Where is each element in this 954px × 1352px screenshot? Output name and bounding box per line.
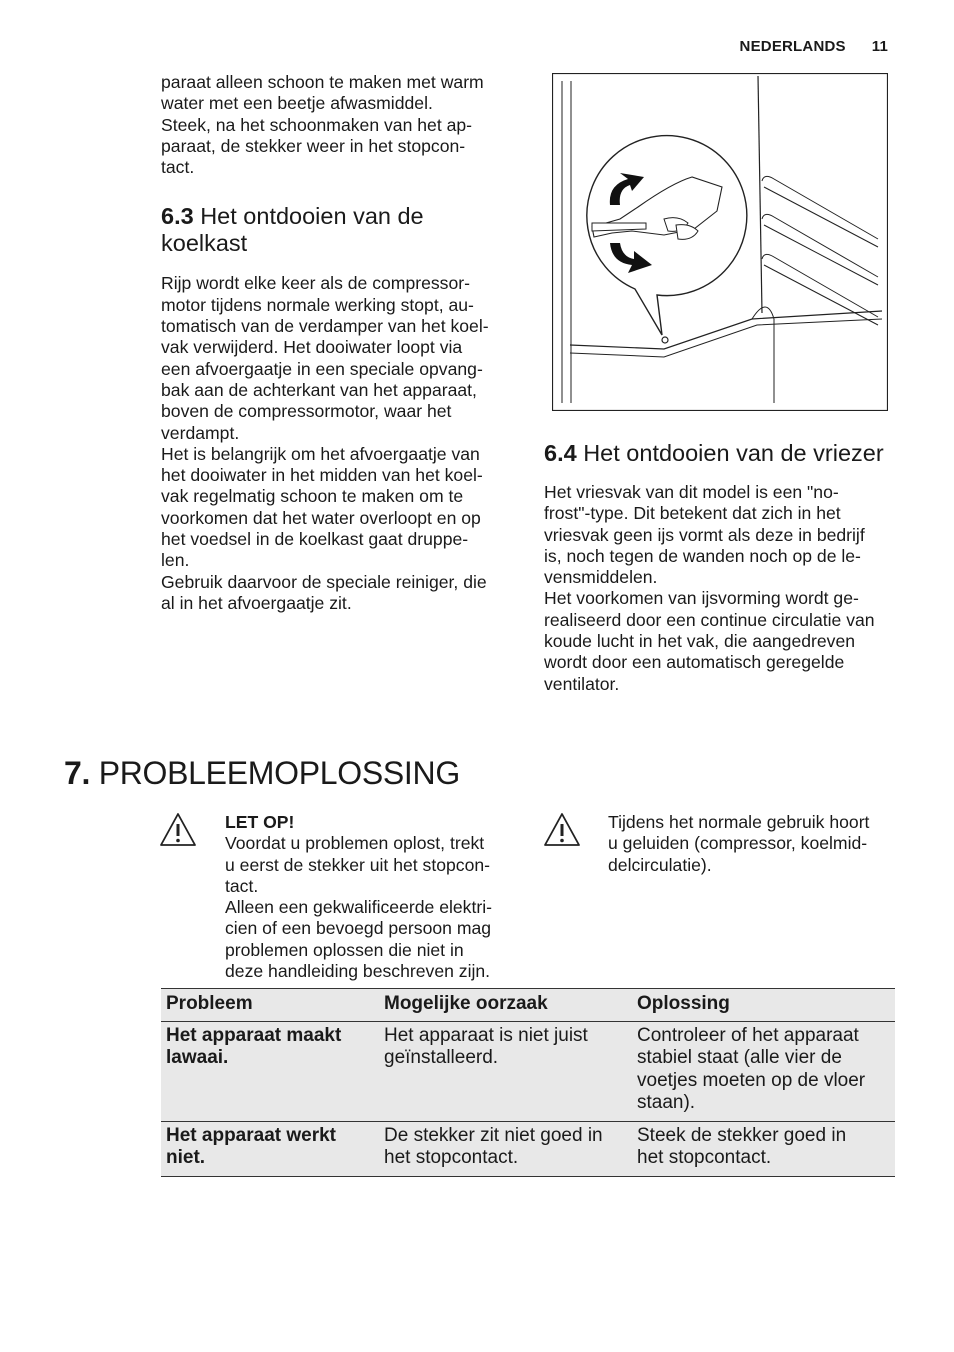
column-header-problem: Probleem	[161, 989, 379, 1022]
warning-left-text: LET OP! Voordat u problemen oplost, trekt u eerst de stekker uit het stopcon- tact. Alleen een gekwalificeerde elektri- cien of een bevoegd persoon mag problemen oplossen die niet in deze handleiding beschreven zijn.	[225, 812, 492, 982]
warning-title: LET OP!	[225, 812, 295, 832]
column-header-solution: Oplossing	[632, 989, 895, 1022]
column-header-cause: Mogelijke oorzaak	[379, 989, 632, 1022]
left-column	[161, 72, 521, 614]
right-column	[544, 440, 904, 695]
solution-cell: Controleer of het apparaat stabiel staat (alle vier de voetjes moeten op de vloer staan).	[632, 1021, 895, 1121]
page-number: 11	[871, 38, 888, 55]
warning-triangle-icon	[543, 812, 581, 848]
cause-cell: Het apparaat is niet juist geïnstalleerd.	[379, 1021, 632, 1121]
page-header	[740, 38, 888, 55]
warning-right-text: Tijdens het normale gebruik hoort u geluiden (compressor, koelmid- delcirculatie).	[608, 812, 870, 875]
solution-cell: Steek de stekker goed in het stopcontact.	[632, 1121, 895, 1176]
header-language: NEDERLANDS	[739, 38, 846, 55]
warning-box-left	[159, 812, 529, 982]
problem-cell: Het apparaat maakt lawaai.	[161, 1021, 379, 1121]
defrost-drain-illustration	[552, 73, 888, 411]
cause-cell: De stekker zit niet goed in het stopcontact.	[379, 1121, 632, 1176]
problem-cell: Het apparaat werkt niet.	[161, 1121, 379, 1176]
section-7-heading: 7. PROBLEEMOPLOSSING	[64, 755, 460, 791]
table-row	[161, 1121, 895, 1176]
section-6-4-body: Het vriesvak van dit model is een "no- frost"-type. Dit betekent dat zich in het vriesvak geen ijs vormt als deze in bedrijf is, noch tegen de wanden noch op de le- vensmiddelen. Het voorkomen van ijsvorming wordt ge- realiseerd door een continue circulatie van koude lucht in het vak, die aangedreven wordt door een automatisch geregelde ventilator.	[544, 482, 875, 694]
troubleshooting-table	[161, 988, 895, 1177]
warning-triangle-icon	[159, 812, 197, 848]
section-6-3-heading: 6.3 Het ontdooien van de koelkast	[161, 203, 424, 257]
section-6-3-body: Rijp wordt elke keer als de compressor- motor tijdens normale werking stopt, au- tomatisch van de verdamper van het koel- vak verwijderd. Het dooiwater loopt via een afvoergaatje in een speciale opvang- bak aan de achterkant van het apparaat, boven de compressormotor, waar het verdampt. Het is belangrijk om het afvoergaatje van het dooiwater in het midden van het koel- vak regelmatig schoon te maken om te voorkomen dat het water overloopt en op het voedsel in de koelkast gaat druppe- len. Gebruik daarvoor de speciale reiniger, die al in het afvoergaatje zit.	[161, 273, 489, 613]
warning-box-right	[543, 812, 903, 892]
intro-paragraph: paraat alleen schoon te maken met warm water met een beetje afwasmiddel. Steek, na het schoonmaken van het ap- paraat, de stekker weer in het stopcon- tact.	[161, 72, 484, 178]
table-header-row	[161, 989, 895, 1022]
section-6-4-heading: 6.4 Het ontdooien van de vriezer	[544, 440, 884, 466]
table-row	[161, 1021, 895, 1121]
